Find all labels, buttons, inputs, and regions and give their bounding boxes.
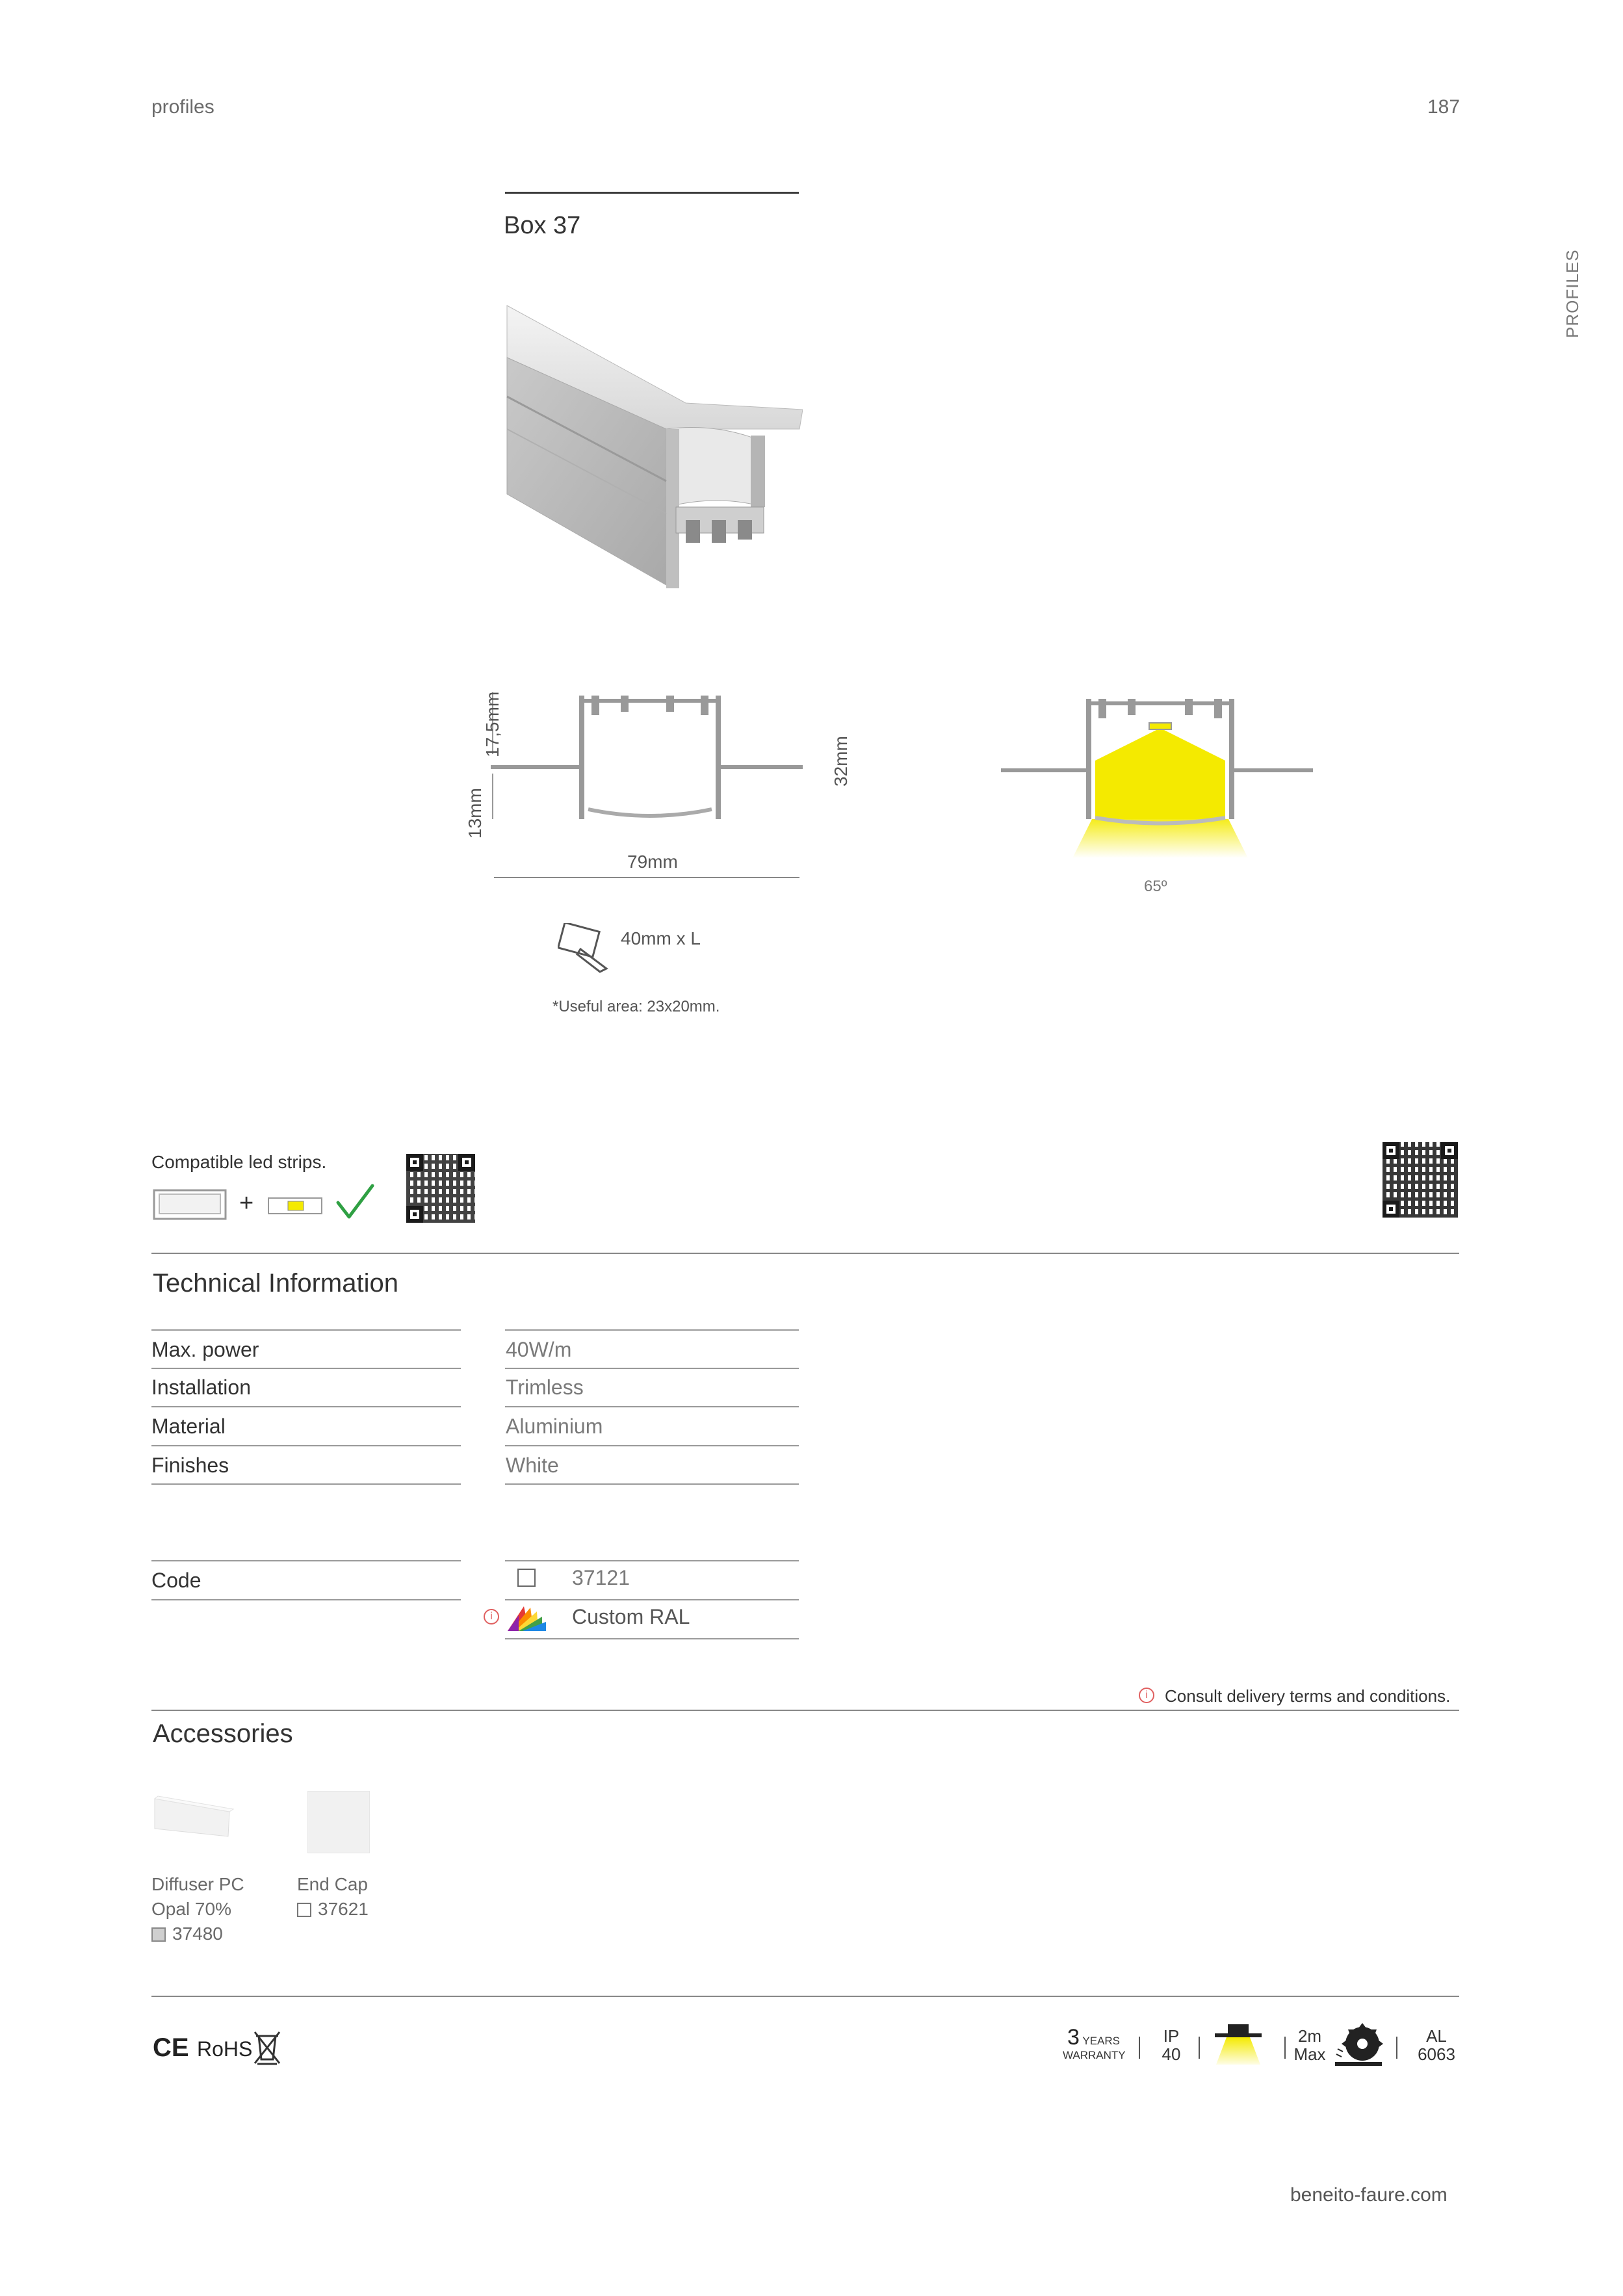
accessory-end-cap (297, 1872, 369, 1922)
cross-section-drawing (481, 683, 845, 878)
finish-swatch (151, 1927, 166, 1942)
finish-white-swatch (517, 1569, 536, 1587)
spec-separator (1139, 2037, 1140, 2059)
checkmark-icon (335, 1182, 377, 1222)
warranty-label: WARRANTY (1063, 2049, 1126, 2061)
led-strip-icon (266, 1195, 325, 1217)
row-rule (151, 1329, 461, 1331)
product-render (504, 299, 803, 611)
page-number: 187 (1427, 96, 1461, 118)
tech-row-label: Finishes (151, 1454, 229, 1477)
row-rule (151, 1483, 461, 1485)
row-rule (151, 1406, 461, 1407)
plus-sign: + (239, 1190, 254, 1217)
accessories-title: Accessories (153, 1719, 293, 1748)
dim-width: 79mm (627, 852, 678, 872)
row-rule (151, 1560, 461, 1561)
accessory-code: 37480 (172, 1924, 223, 1944)
tech-row-value: White (506, 1454, 559, 1477)
row-rule (151, 1599, 461, 1600)
dim-total-height: 32mm (831, 736, 851, 787)
accessory-code-row (297, 1897, 369, 1922)
row-rule (505, 1406, 799, 1407)
length-value: 2m (1297, 2026, 1322, 2046)
max-length (1290, 2027, 1329, 2063)
tech-row-label: Material (151, 1415, 226, 1438)
accessory-code: 37621 (318, 1899, 369, 1919)
row-rule (151, 1445, 461, 1446)
cut-saw-icon (1332, 2020, 1384, 2068)
tech-row-label: Max. power (151, 1338, 259, 1361)
compatible-label: Compatible led strips. (151, 1152, 327, 1172)
accessory-diffuser (151, 1872, 244, 1946)
diffuser-image (151, 1791, 236, 1843)
row-rule (151, 1368, 461, 1369)
beam-diagram (1001, 689, 1319, 871)
dim-height-top: 17,5mm (482, 691, 502, 757)
accessory-name: End Cap (297, 1874, 368, 1894)
weee-bin-icon (252, 2029, 282, 2066)
section-name: profiles (151, 96, 214, 118)
accessory-code-row (151, 1922, 244, 1946)
side-tab: PROFILES (1563, 249, 1582, 338)
row-rule (505, 1445, 799, 1446)
row-rule (505, 1483, 799, 1485)
code-label: Code (151, 1569, 201, 1592)
cutout-size: 40mm x L (621, 928, 701, 948)
alloy-label: AL (1426, 2026, 1447, 2046)
tech-title: Technical Information (153, 1269, 398, 1298)
row-rule (505, 1599, 799, 1600)
rohs-mark: RoHS (197, 2037, 253, 2061)
alloy-value: 6063 (1418, 2044, 1455, 2064)
info-icon[interactable]: i (1139, 1688, 1154, 1703)
warranty-years: YEARS (1082, 2035, 1120, 2047)
row-rule (505, 1560, 799, 1561)
dim-height-bottom: 13mm (465, 788, 485, 839)
alloy-spec (1410, 2027, 1462, 2063)
cutout-icon (558, 923, 616, 975)
beam-angle: 65º (1144, 878, 1167, 895)
qr-code-compatible[interactable] (406, 1154, 475, 1223)
useful-area-note: *Useful area: 23x20mm. (552, 998, 720, 1015)
end-cap-image (307, 1791, 370, 1853)
website-link[interactable]: beneito-faure.com (1290, 2184, 1448, 2206)
custom-ral-label: Custom RAL (572, 1605, 690, 1628)
warranty-number: 3 (1067, 2025, 1080, 2050)
profile-icon (151, 1186, 229, 1223)
spec-separator (1284, 2037, 1286, 2059)
consult-note: Consult delivery terms and conditions. (1165, 1686, 1451, 1706)
accessory-name: Diffuser PC (151, 1874, 244, 1894)
ip-value: 40 (1162, 2044, 1181, 2064)
tech-row-value: 40W/m (506, 1338, 572, 1361)
title-rule (505, 192, 799, 194)
row-rule (505, 1368, 799, 1369)
length-label: Max (1293, 2044, 1326, 2064)
bottom-divider (151, 1996, 1459, 1997)
code-value: 37121 (572, 1566, 630, 1589)
recessed-light-icon (1212, 2022, 1264, 2067)
ce-mark: CE (153, 2033, 189, 2062)
row-rule (505, 1329, 799, 1331)
ral-color-fan-icon (504, 1602, 550, 1634)
tech-row-value: Trimless (506, 1376, 584, 1399)
finish-swatch (297, 1903, 311, 1917)
product-title: Box 37 (504, 212, 581, 239)
ip-label: IP (1163, 2026, 1180, 2046)
tech-row-label: Installation (151, 1376, 251, 1399)
warranty-badge (1063, 2025, 1124, 2062)
accessory-name-2: Opal 70% (151, 1899, 231, 1919)
row-rule (505, 1638, 799, 1639)
ip-rating (1152, 2027, 1191, 2063)
tech-section-divider (151, 1253, 1459, 1254)
qr-code-product[interactable] (1383, 1142, 1458, 1218)
accessories-divider (151, 1710, 1459, 1711)
info-icon[interactable]: i (484, 1609, 499, 1624)
tech-row-value: Aluminium (506, 1415, 603, 1438)
spec-separator (1199, 2037, 1200, 2059)
spec-separator (1396, 2037, 1397, 2059)
